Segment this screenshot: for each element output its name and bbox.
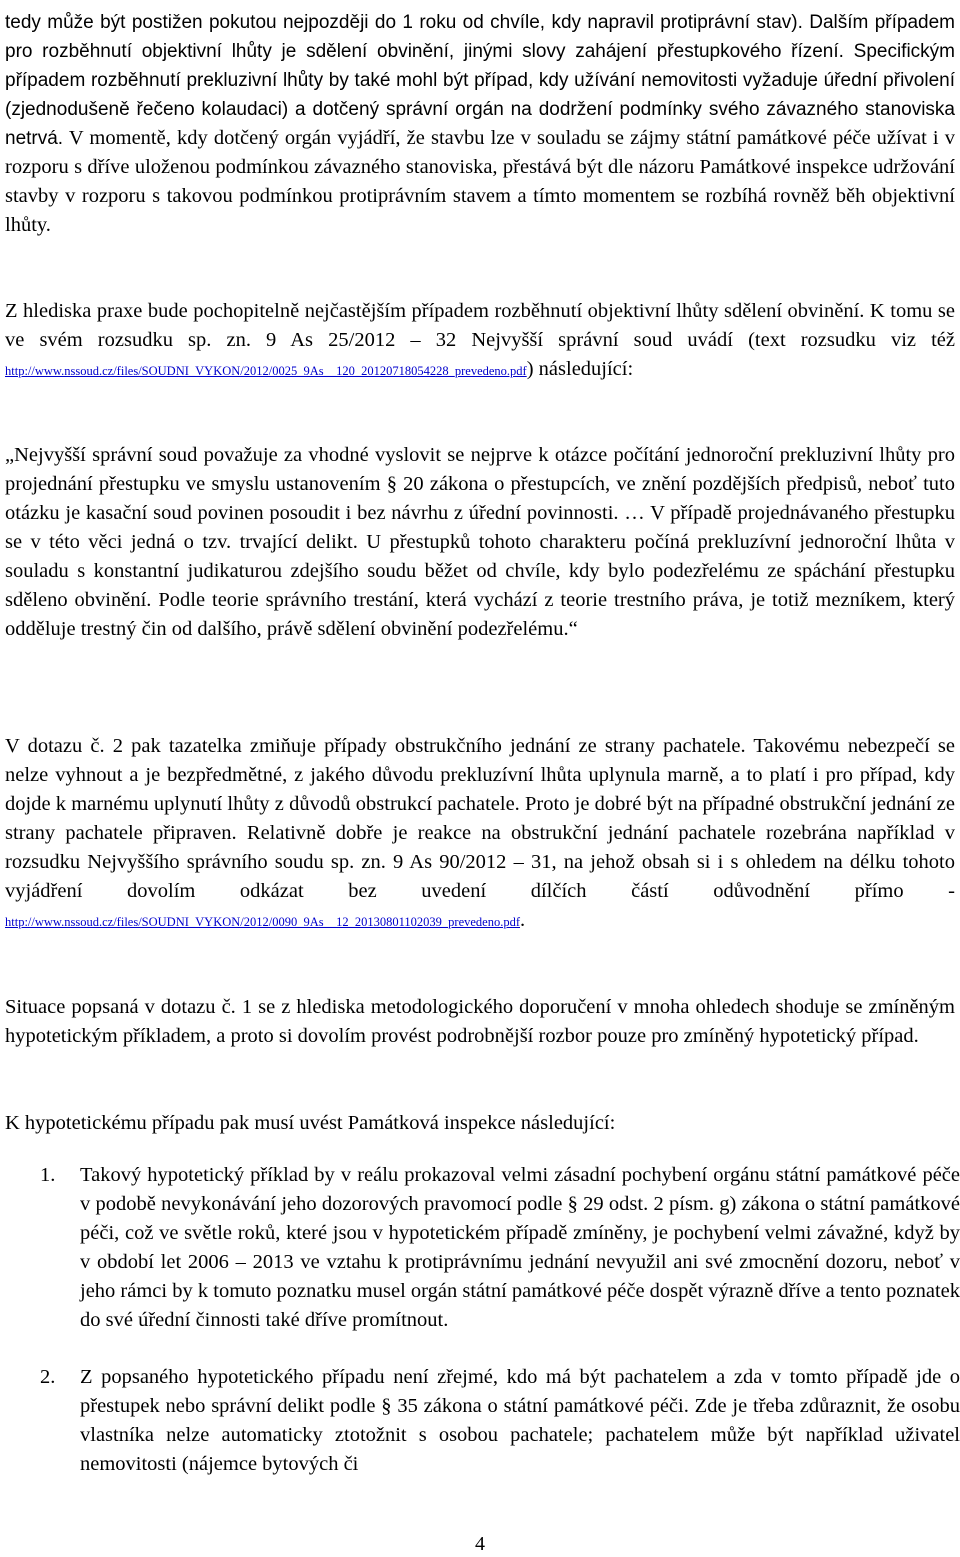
list-number: 2. xyxy=(40,1366,56,1388)
paragraph-sans-part: tedy může být postižen pokutou nejpozději do 1 roku od chvíle, kdy napravil protiprávní stav). Dalším případem pro rozběhnutí objektivní lhůty je sdělení obvinění, jinými slovy zahájení přestupkového řízení. Specifickým případem rozběhnutí prekluzivní lhůty by také mohl být případ, kdy užívání nemovitosti vyžaduje úřední přivolení (zjednodušeně řečeno kolaudaci) a dotčený správní orgán na dodržení podmínky svého závazného stanoviska netrvá. xyxy=(5,12,955,149)
court-ruling-link-2[interactable]: http://www.nssoud.cz/files/SOUDNI_VYKON/2012/0090_9As__12_20130801102039_prevedeno.pdf xyxy=(5,914,521,929)
paragraph-objective-deadline xyxy=(5,8,955,240)
paragraph-text-end: . xyxy=(520,908,526,931)
paragraph-text: Z hlediska praxe bude pochopitelně nejčastějším případem rozběhnutí objektivní lhůty sdělení obvinění. K tomu se ve svém rozsudku sp. zn. 9 As 25/2012 – 32 Nejvyšší správní soud uvádí (text rozsudku viz též xyxy=(5,299,955,351)
paragraph-text: V dotazu č. 2 pak tazatelka zmiňuje případy obstrukčního jednání ze strany pachatele. Takovému nebezpečí se nelze vyhnout a je bezpředmětné, z jakého důvodu prekluzívní lhůta uplynula marně, a to platí i pro případ, kdy dojde k marnému uplynutí lhůty z důvodů obstrukcí pachatele. Proto je dobré být na případné obstrukční jednání ze strany pachatele připraven. Relativně dobře je reakce na obstrukční jednání pachatele rozebrána například v rozsudku Nejvyššího správního soudu sp. zn. 9 As 90/2012 – 31, na jehož obsah si i s ohledem na délku tohoto vyjádření dovolím odkázat bez uvedení dílčích částí odůvodnění přímo - xyxy=(5,734,955,902)
court-ruling-link-1[interactable]: http://www.nssoud.cz/files/SOUDNI_VYKON/2012/0025_9As__120_20120718054228_prevedeno.pdf xyxy=(5,363,527,378)
paragraph-text-end: ) následující: xyxy=(526,357,634,380)
paragraph-situation: Situace popsaná v dotazu č. 1 se z hlediska metodologického doporučení v mnoha ohledech shoduje se zmíněným hypotetickým příkladem, a proto si dovolím provést podrobnější rozbor pouze pro zmíněný hypotetický případ. xyxy=(5,995,955,1047)
paragraph-obstruction xyxy=(5,732,955,937)
list-text: Z popsaného hypotetického případu není zřejmé, kdo má být pachatelem a zda v tomto případě jde o přestupek nebo správní delikt podle § 35 zákona o státní památkové péči. Zde je třeba zdůraznit, že osobu vlastníka nelze automaticky ztotožnit s osobou pachatele; pachatelem může být například uživatel nemovitosti (nájemce bytových či xyxy=(80,1366,960,1475)
quote-paragraph: „Nejvyšší správní soud považuje za vhodné vyslovit se nejprve k otázce počítání jednoroční prekluzivní lhůty pro projednání přestupku ve smyslu ustanovením § 20 zákona o přestupcích, ve znění pozdějších předpisů, neboť tuto otázku je kasační soud povinen posoudit i bez návrhu z úřední povinnosti. … V případě projednávaného přestupku se v této věci jedná o tzv. trvající delikt. U přestupků tohoto charakteru počíná prekluzívní jednoroční lhůta v souladu s konstantní judikaturou zdejšího soudu běžet od chvíle, kdy bylo podezřelému ze spáchání přestupku sděleno obvinění. Podle teorie správního trestání, která vychází z teorie trestního práva, je totiž mezníkem, který odděluje trestný čin od dalšího, právě sdělení obvinění podezřelému.“ xyxy=(5,443,955,640)
paragraph-practice xyxy=(5,297,955,386)
list-number: 1. xyxy=(40,1164,56,1186)
paragraph-serif-part: V momentě, kdy dotčený orgán vyjádří, že stavbu lze v souladu se zájmy státní památkové péče užívat i v rozporu s dříve uloženou podmínkou závazného stanoviska, přestává být dle názoru Památkové inspekce udržování stavby v rozporu s takovou podmínkou protiprávním stavem a tímto momentem se rozbíhá rovněž běh objektivní lhůty. xyxy=(5,127,955,236)
list-text: Takový hypotetický příklad by v reálu prokazoval velmi zásadní pochybení orgánu státní památkové péče v podobě nevykonávání jeho dozorových pravomocí podle § 29 odst. 2 písm. g) zákona o státní památkové péči, což ve světle roků, které jsou v hypotetickém případě zmíněny, je pochybení velmi závažné, když by v období let 2006 – 2013 ve vztahu k protiprávnímu jednání nevyužil ani své zmocnění dozoru, neboť v jeho rámci by k tomuto poznatku musel orgán státní památkové péče dospět výrazně dříve a tento poznatek do své úřední činnosti také dříve promítnout. xyxy=(80,1164,960,1331)
page-number: 4 xyxy=(475,1533,485,1555)
paragraph-intro-list: K hypotetickému případu pak musí uvést Památková inspekce následující: xyxy=(5,1111,616,1134)
